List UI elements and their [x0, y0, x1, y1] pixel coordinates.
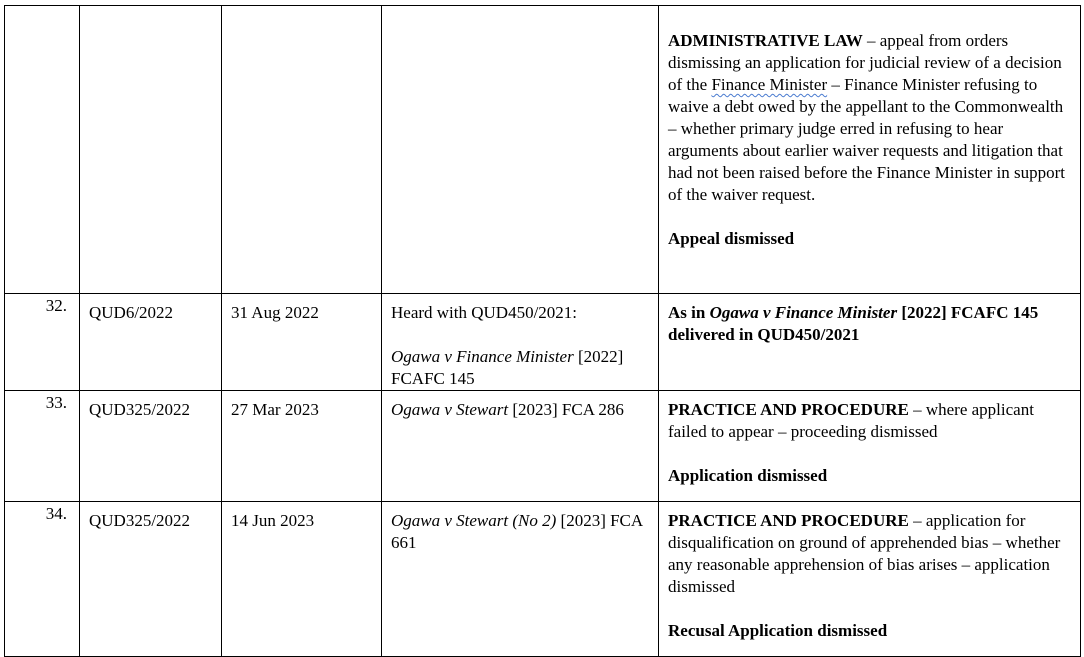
citation-reference: [2023] FCA 661: [391, 511, 643, 552]
judgment-date: 14 Jun 2023: [222, 502, 382, 657]
catchwords-text: – appeal from orders dismissing an application for judicial review of a decision of the: [668, 31, 1062, 94]
citation: [382, 294, 659, 391]
table-row: [5, 502, 1081, 657]
proceedings-table: [4, 5, 1081, 657]
finance-minister-link[interactable]: Finance Minister: [711, 75, 828, 94]
outcome: Appeal dismissed: [668, 229, 795, 248]
citation: [382, 6, 659, 294]
file-number: [80, 6, 222, 294]
outcome: Recusal Application dismissed: [668, 621, 888, 640]
table-row: [5, 294, 1081, 391]
case-name: Ogawa v Finance Minister: [391, 347, 574, 366]
file-number: QUD325/2022: [80, 502, 222, 657]
catchwords-heading: ADMINISTRATIVE LAW: [668, 31, 863, 50]
table-row: [5, 6, 1081, 294]
catchwords: [659, 6, 1081, 294]
judgment-date: [222, 6, 382, 294]
judgment-date: 27 Mar 2023: [222, 391, 382, 502]
row-number: 33.: [5, 391, 80, 502]
citation: [382, 502, 659, 657]
catchwords: [659, 294, 1081, 391]
file-number: QUD325/2022: [80, 391, 222, 502]
catchwords-text: – where applicant failed to appear – proceeding dismissed: [668, 400, 1034, 441]
catchwords-heading: PRACTICE AND PROCEDURE: [668, 400, 909, 419]
as-in-case-name: Ogawa v Finance Minister: [709, 303, 898, 322]
judgment-date: 31 Aug 2022: [222, 294, 382, 391]
catchwords: [659, 502, 1081, 657]
citation-reference: [2023] FCA 286: [508, 400, 624, 419]
outcome: Application dismissed: [668, 466, 828, 485]
catchwords-heading: PRACTICE AND PROCEDURE: [668, 511, 909, 530]
row-number: [5, 6, 80, 294]
citation-reference: [2022] FCAFC 145: [391, 347, 624, 388]
heard-with-note: Heard with QUD450/2021:: [391, 303, 578, 322]
catchwords-text: – application for disqualification on ground of apprehended bias – whether any reasonable apprehension of bias arises – application dismissed: [668, 511, 1061, 596]
as-in-text: As in Ogawa v Finance Minister [2022] FCAFC 145 delivered in QUD450/2021: [668, 303, 1039, 344]
citation: [382, 391, 659, 502]
case-name: Ogawa v Stewart (No 2): [391, 511, 557, 530]
row-number: 32.: [5, 294, 80, 391]
row-number: 34.: [5, 502, 80, 657]
catchwords-text-continued: – Finance Minister refusing to waive a debt owed by the appellant to the Commonwealth – whether primary judge erred in refusing to hear arguments about earlier waiver requests and litigation that had not been raised before the Finance Minister in support of the waiver request.: [668, 75, 1066, 204]
table-row: [5, 391, 1081, 502]
file-number: QUD6/2022: [80, 294, 222, 391]
catchwords: [659, 391, 1081, 502]
case-name: Ogawa v Stewart: [391, 400, 509, 419]
